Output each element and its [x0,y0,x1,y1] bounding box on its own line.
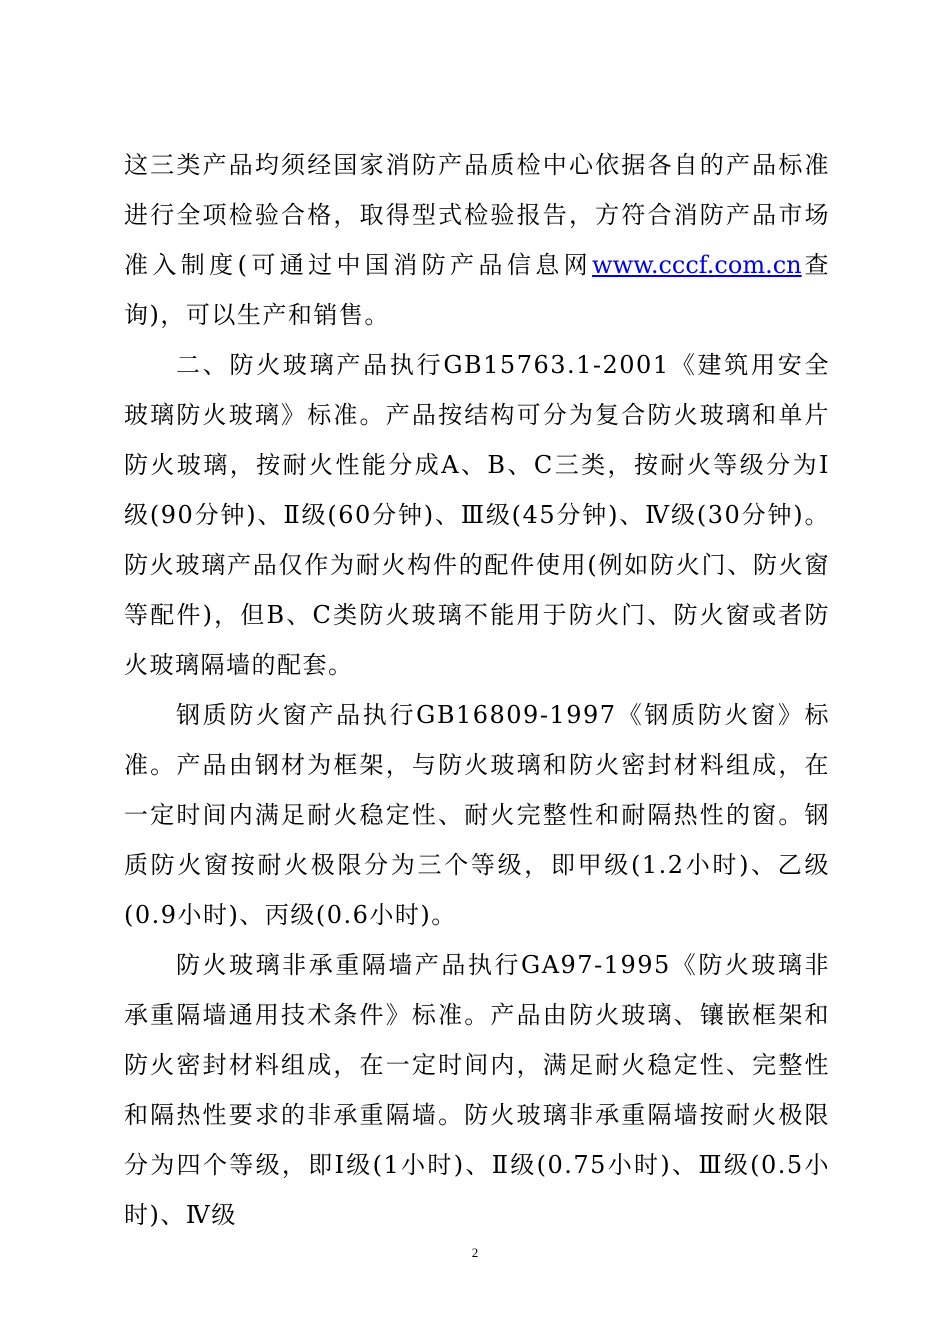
paragraph-certification [124,140,830,340]
paragraph-fire-glass-partition: 防火玻璃非承重隔墙产品执行GA97-1995《防火玻璃非承重隔墙通用技术条件》标准。产品由防火玻璃、镶嵌框架和防火密封材料组成，在一定时间内，满足耐火稳定性、完整性和隔热性要求的非承重隔墙。防火玻璃非承重隔墙按耐火极限分为四个等级，即Ⅰ级(1小时)、Ⅱ级(0.75小时)、Ⅲ级(0.5小时)、Ⅳ级 [124,951,830,1229]
document-body [124,140,830,1240]
paragraph-fire-glass: 二、防火玻璃产品执行GB15763.1-2001《建筑用安全玻璃防火玻璃》标准。产品按结构可分为复合防火玻璃和单片防火玻璃，按耐火性能分成A、B、C三类，按耐火等级分为Ⅰ级(90分钟)、Ⅱ级(60分钟)、Ⅲ级(45分钟)、Ⅳ级(30分钟)。防火玻璃产品仅作为耐火构件的配件使用(例如防火门、防火窗等配件)，但B、C类防火玻璃不能用于防火门、防火窗或者防火玻璃隔墙的配套。 [124,351,830,679]
page-number: 2 [471,1245,479,1260]
paragraph-certification-tail: 查询)，可以生产和销售。 [124,251,831,329]
cccf-website-link[interactable]: www.cccf.com.cn [592,251,802,279]
paragraph-steel-fire-window: 钢质防火窗产品执行GB16809-1997《钢质防火窗》标准。产品由钢材为框架，与防火玻璃和防火密封材料组成，在一定时间内满足耐火稳定性、耐火完整性和耐隔热性的窗。钢质防火窗按耐火极限分为三个等级，即甲级(1.2小时)、乙级(0.9小时)、丙级(0.6小时)。 [124,701,830,929]
paragraph-certification-text: 这三类产品均须经国家消防产品质检中心依据各自的产品标准进行全项检验合格，取得型式检验报告，方符合消防产品市场准入制度(可通过中国消防产品信息网 [124,151,830,279]
